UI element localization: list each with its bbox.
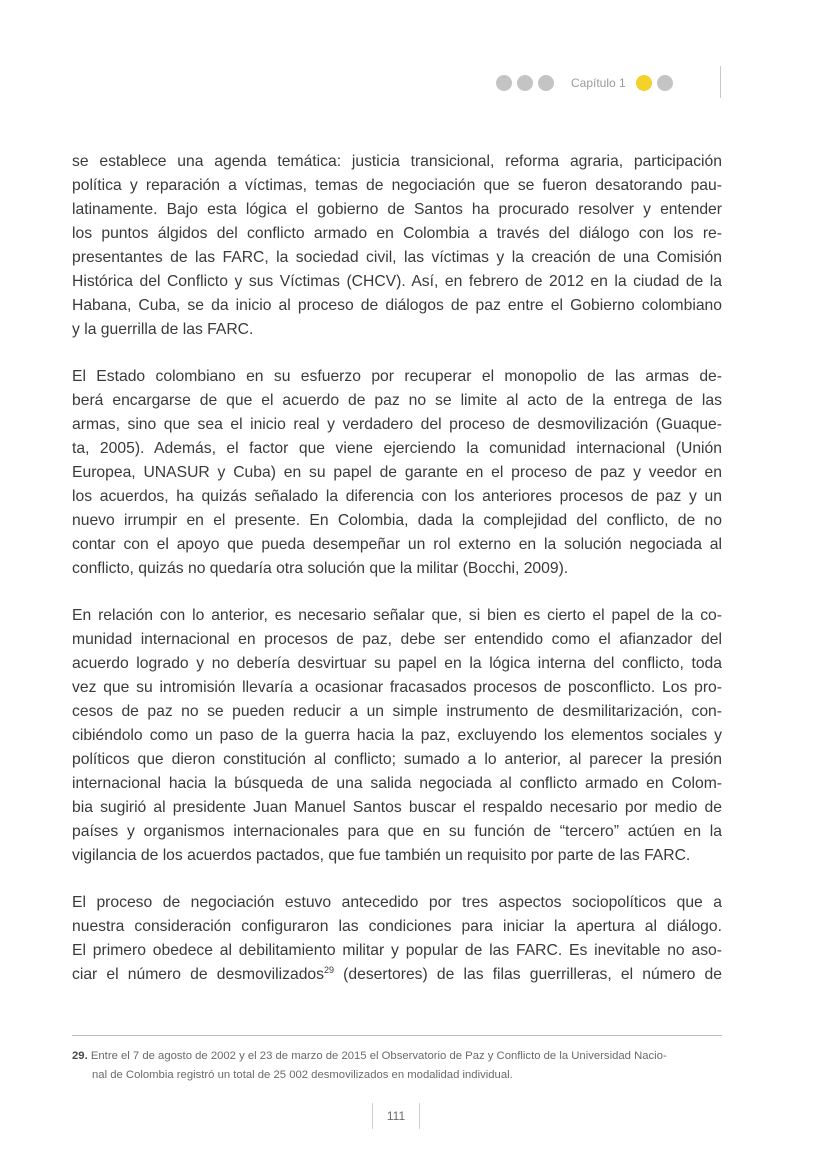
text-line: En relación con lo anterior, es necesario señalar que, si bien es cierto el papel de la co- <box>72 607 722 624</box>
text-line: se establece una agenda temática: justicia transicional, reforma agraria, participación <box>72 153 722 170</box>
paragraph <box>72 150 722 342</box>
paragraph <box>72 891 722 987</box>
text-line-with-footnote <box>72 963 722 987</box>
footnote <box>72 1047 722 1085</box>
text-line: Europea, UNASUR y Cuba) en su papel de garante en el proceso de paz y veedor en <box>72 464 722 481</box>
header-dot-active <box>636 75 652 91</box>
text-line: nuestra consideración configuraron las condiciones para iniciar la apertura al diálogo. <box>72 918 722 935</box>
body-text <box>72 150 722 1010</box>
header-dot <box>517 75 533 91</box>
text-line: países y organismos internacionales para que en su función de “tercero” actúen en la <box>72 823 722 840</box>
text-line: latinamente. Bajo esta lógica el gobierno de Santos ha procurado resolver y entender <box>72 201 722 218</box>
footnote-number: 29. <box>72 1050 88 1062</box>
text-line: presentantes de las FARC, la sociedad civil, las víctimas y la creación de una Comisión <box>72 249 722 266</box>
text-line: cesos de paz no se pueden reducir a un simple instrumento de desmilitarización, con- <box>72 703 722 720</box>
header-dot <box>496 75 512 91</box>
footnote-divider <box>72 1035 722 1036</box>
text-line: El primero obedece al debilitamiento militar y popular de las FARC. Es inevitable no aso- <box>72 942 722 959</box>
footnote-line: nal de Colombia registró un total de 25 002 desmovilizados en modalidad individual. <box>92 1069 513 1081</box>
text-line: internacional hacia la búsqueda de una salida negociada al conflicto armado en Colom- <box>72 775 722 792</box>
text-line: berá encargarse de que el acuerdo de paz no se limite al acto de la entrega de las <box>72 392 722 409</box>
text-segment: ciar el número de desmovilizados <box>72 966 324 983</box>
footnote-text: Entre el 7 de agosto de 2002 y el 23 de marzo de 2015 el Observatorio de Paz y Conflicto de la Universidad Nacio- <box>90 1050 667 1062</box>
text-line: vez que su intromisión llevaría a ocasionar fracasados procesos de posconflicto. Los pro- <box>72 679 722 696</box>
running-header <box>496 72 678 94</box>
text-line: bia sugirió al presidente Juan Manuel Santos buscar el respaldo necesario por medio de <box>72 799 722 816</box>
text-segment: (desertores) de las filas guerrilleras, el número de <box>334 966 723 983</box>
text-line: conflicto, quizás no quedaría otra solución que la militar (Bocchi, 2009). <box>72 560 569 577</box>
text-line: nuevo irrumpir en el presente. En Colombia, dada la complejidad del conflicto, de no <box>72 512 722 529</box>
text-line: política y reparación a víctimas, temas de negociación que se fueron desatorando pau- <box>72 177 722 194</box>
text-line: políticos que dieron constitución al conflicto; sumado a lo anterior, al parecer la presión <box>72 751 722 768</box>
text-line: contar con el apoyo que pueda desempeñar un rol externo en la solución negociada al <box>72 536 722 553</box>
text-line: Histórica del Conflicto y sus Víctimas (CHCV). Así, en febrero de 2012 en la ciudad de la <box>72 273 722 290</box>
footnote-line <box>72 1047 722 1066</box>
header-dot <box>657 75 673 91</box>
chapter-label: Capítulo 1 <box>571 76 626 90</box>
text-line: vigilancia de los acuerdos pactados, que fue también un requisito por parte de las FARC. <box>72 847 691 864</box>
page-number-text: 111 <box>386 1109 406 1123</box>
footnote-reference[interactable]: 29 <box>324 964 335 975</box>
text-line: acuerdo logrado y no debería desvirtuar su papel en la lógica interna del conflicto, toda <box>72 655 722 672</box>
text-line: El Estado colombiano en su esfuerzo por recuperar el monopolio de las armas de- <box>72 368 722 385</box>
text-line: Habana, Cuba, se da inicio al proceso de diálogos de paz entre el Gobierno colombiano <box>72 297 722 314</box>
text-line: El proceso de negociación estuvo antecedido por tres aspectos sociopolíticos que a <box>72 894 722 911</box>
text-line: los puntos álgidos del conflicto armado en Colombia a través del diálogo con los re- <box>72 225 722 242</box>
text-line: cibiéndolo como un paso de la guerra hacia la paz, excluyendo los elementos sociales y <box>72 727 722 744</box>
page-number <box>372 1103 420 1129</box>
text-line: ta, 2005). Además, el factor que viene ejerciendo la comunidad internacional (Unión <box>72 440 722 457</box>
text-line: y la guerrilla de las FARC. <box>72 321 254 338</box>
text-line: munidad internacional en procesos de paz, debe ser entendido como el afianzador del <box>72 631 722 648</box>
text-line: armas, sino que sea el inicio real y verdadero del proceso de desmovilización (Guaque- <box>72 416 722 433</box>
text-line: los acuerdos, ha quizás señalado la diferencia con los anteriores procesos de paz y un <box>72 488 722 505</box>
header-dot <box>538 75 554 91</box>
paragraph <box>72 604 722 868</box>
header-divider <box>720 66 721 98</box>
paragraph <box>72 365 722 581</box>
